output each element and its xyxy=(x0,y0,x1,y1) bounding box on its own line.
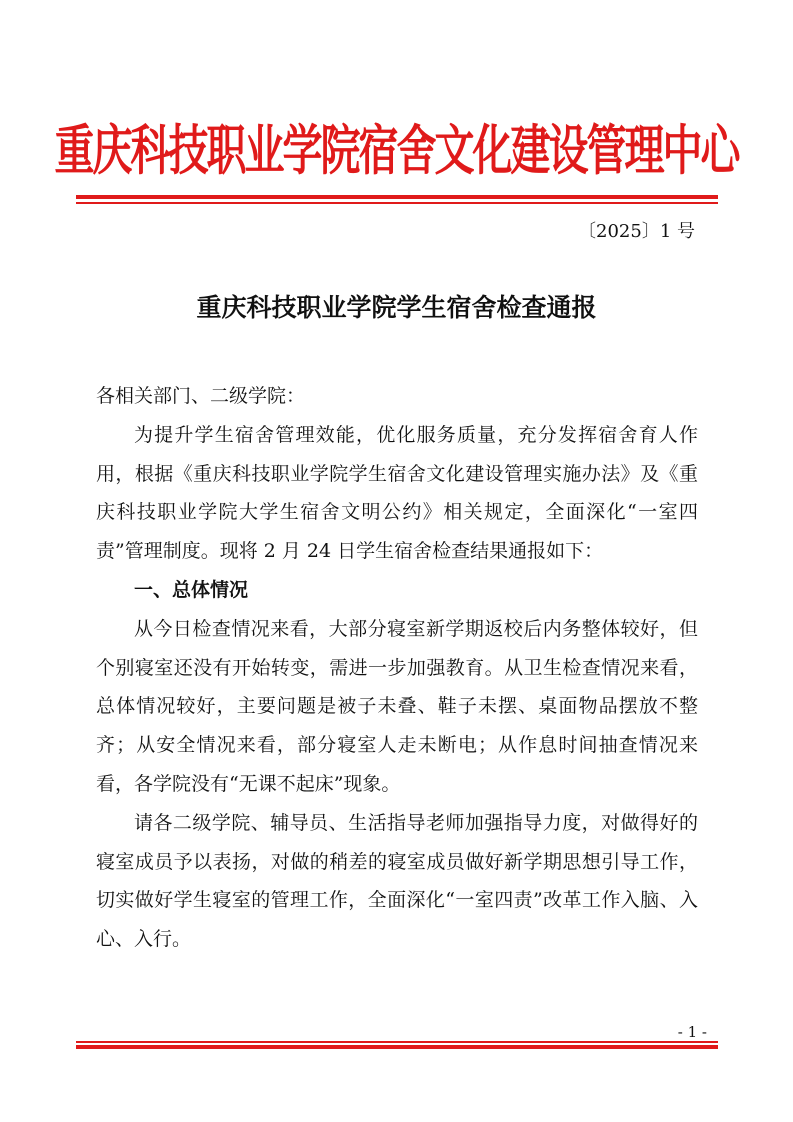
section-heading-overview: 一、总体情况 xyxy=(134,578,249,601)
footer-rule-thin xyxy=(76,1041,718,1043)
intro-paragraph: 为提升学生宿舍管理效能，优化服务质量，充分发挥宿舍育人作用，根据《重庆科技职业学院学生宿舍文化建设管理实施办法》及《重庆科技职业学院大学生宿舍文明公约》相关规定，全面深化“一室四责”管理制度。现将 2 月 24 日学生宿舍检查结果通报如下： xyxy=(96,423,698,563)
footer-rule-thick xyxy=(76,1045,718,1049)
document-body xyxy=(96,377,698,959)
document-title: 重庆科技职业学院学生宿舍检查通报 xyxy=(196,293,597,322)
page-number: - 1 - xyxy=(677,1023,707,1041)
closing-paragraph: 请各二级学院、辅导员、生活指导老师加强指导力度，对做得好的寝室成员予以表扬，对做的稍差的寝室成员做好新学期思想引导工作，切实做好学生寝室的管理工作，全面深化“一室四责”改革工作入脑、入心、入行。 xyxy=(96,811,698,951)
org-header-title: 重庆科技职业学院宿舍文化建设管理中心 xyxy=(54,118,739,183)
document-number: 〔2025〕1 号 xyxy=(578,221,695,242)
overview-paragraph: 从今日检查情况来看，大部分寝室新学期返校后内务整体较好，但个别寝室还没有开始转变，需进一步加强教育。从卫生检查情况来看，总体情况较好，主要问题是被子未叠、鞋子未摆、桌面物品摆放不整齐；从安全情况来看，部分寝室人走未断电；从作息时间抽查情况来看，各学院没有“无课不起床”现象。 xyxy=(96,617,698,795)
header-rule-thick xyxy=(76,195,718,199)
salutation: 各相关部门、二级学院： xyxy=(96,385,306,407)
header-rule-thin xyxy=(76,202,718,204)
